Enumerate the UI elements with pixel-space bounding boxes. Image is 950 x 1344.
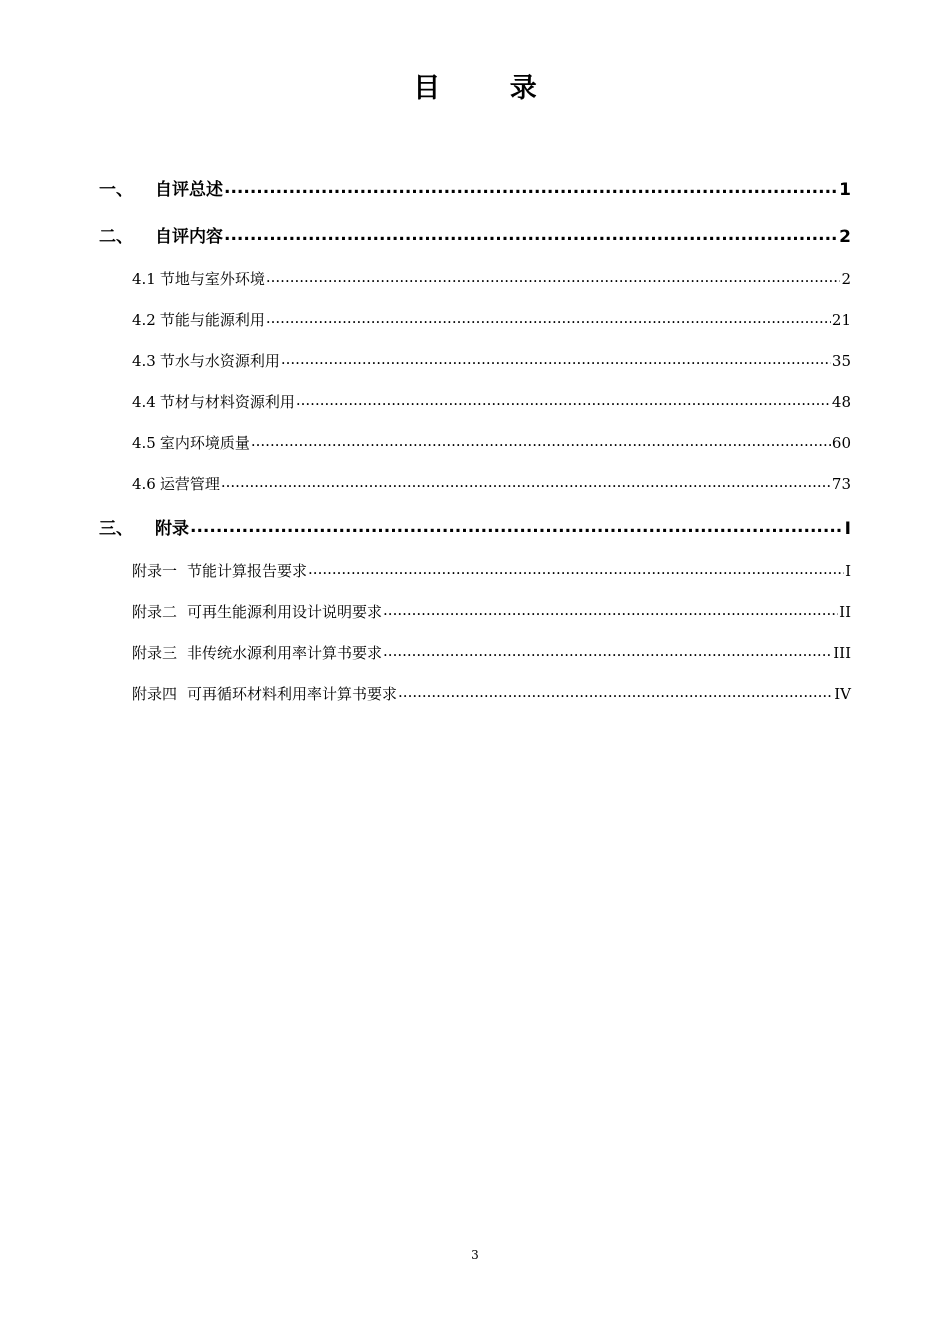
toc-entry-number: 附录四 (132, 685, 178, 703)
dot-leader (266, 310, 831, 325)
toc-entry-text: 可再循环材料利用率计算书要求 (187, 685, 398, 703)
toc-entry-page: I (844, 519, 851, 539)
toc-entry-page: 73 (831, 475, 851, 493)
page-number: 3 (471, 1248, 479, 1262)
dot-leader (224, 178, 838, 195)
toc-entry-text: 自评内容 (155, 227, 223, 247)
dot-leader (398, 684, 833, 699)
toc-entry-number: 4.2 (132, 311, 156, 329)
toc-entry-number: 4.4 (132, 393, 156, 411)
toc-entry-page: I (845, 562, 851, 580)
toc-entry[interactable] (132, 683, 851, 704)
dot-leader (281, 351, 831, 366)
toc-entry-page: 1 (839, 180, 851, 200)
dot-leader (383, 643, 832, 658)
toc-entry-text: 节能与能源利用 (159, 311, 265, 329)
toc-entry-number: 附录二 (132, 603, 178, 621)
toc-entry-text: 节水与水资源利用 (159, 352, 280, 370)
toc-entry-number: 附录三 (132, 644, 178, 662)
toc-entry-text: 运营管理 (159, 475, 220, 493)
toc-entry-page: 60 (831, 434, 851, 452)
toc-entry-text: 室内环境质量 (159, 434, 250, 452)
toc-entry-page: IV (834, 685, 851, 703)
dot-leader (224, 225, 838, 242)
toc-entry[interactable] (132, 473, 851, 494)
toc-entry-number: 三、 (99, 519, 133, 539)
toc-entry-number: 4.3 (132, 352, 156, 370)
toc-entry-page: II (839, 603, 851, 621)
toc-entry-number: 附录一 (132, 562, 178, 580)
toc-entry[interactable] (132, 268, 851, 289)
toc-entry-page: 2 (839, 227, 851, 247)
toc-entry-text: 可再生能源利用设计说明要求 (187, 603, 383, 621)
toc-entry-number: 二、 (99, 227, 133, 247)
toc-entry-text: 附录 (155, 519, 189, 539)
toc-entry[interactable] (132, 391, 851, 412)
toc-entry-text: 自评总述 (155, 180, 223, 200)
toc-entry-text: 节材与材料资源利用 (159, 393, 295, 411)
toc-entry-page: 48 (831, 393, 851, 411)
toc-entry[interactable] (132, 309, 851, 330)
toc-entry-number: 4.5 (132, 434, 156, 452)
dot-leader (296, 392, 831, 407)
toc-entry-number: 4.6 (132, 475, 156, 493)
toc-entry-page: 21 (831, 311, 851, 329)
toc-entry-page: 2 (841, 270, 851, 288)
dot-leader (308, 561, 844, 576)
dot-leader (383, 602, 838, 617)
toc-entry-number: 一、 (99, 180, 133, 200)
toc-entry[interactable] (132, 642, 851, 663)
toc-entry[interactable] (132, 350, 851, 371)
dot-leader (190, 517, 844, 534)
toc-entry-page: III (833, 644, 851, 662)
dot-leader (221, 474, 831, 489)
toc-entry-text: 非传统水源利用率计算书要求 (187, 644, 383, 662)
toc-entry[interactable] (132, 432, 851, 453)
toc-entry[interactable] (99, 175, 851, 200)
toc-entry[interactable] (132, 601, 851, 622)
toc-entry[interactable] (99, 514, 851, 539)
toc-entry-number: 4.1 (132, 270, 156, 288)
toc-entry-page: 35 (831, 352, 851, 370)
toc-entry-text: 节能计算报告要求 (187, 562, 308, 580)
dot-leader (251, 433, 831, 448)
toc-entry[interactable] (99, 222, 851, 247)
toc-title: 目 录 (413, 73, 567, 104)
dot-leader (266, 269, 841, 284)
toc-entry-text: 节地与室外环境 (159, 270, 265, 288)
toc-entry[interactable] (132, 560, 851, 581)
